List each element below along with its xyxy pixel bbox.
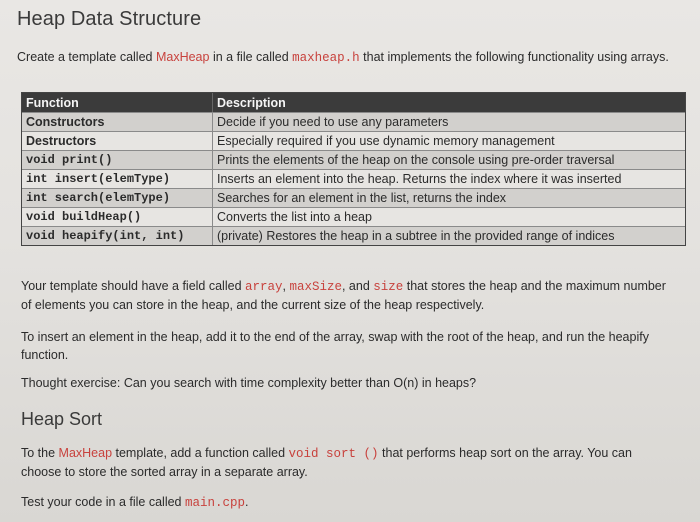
heapsort-text-1: To the	[21, 446, 59, 460]
table-row	[22, 169, 685, 188]
table-row	[22, 188, 685, 207]
insert-paragraph: To insert an element in the heap, add it to the end of the array, swap with the root of the heap, and run the heapify function.	[21, 330, 649, 362]
fields-text-1: Your template should have a field called	[21, 279, 245, 293]
intro-text-2: in a file called	[209, 50, 293, 64]
header-description: Description	[217, 95, 286, 110]
header-function: Function	[22, 93, 213, 112]
table-row	[22, 131, 685, 150]
thought-exercise-paragraph: Thought exercise: Can you search with time complexity better than O(n) in heaps?	[21, 376, 477, 390]
fields-text-3: , and	[341, 279, 374, 293]
heap-sort-heading: Heap Sort	[21, 409, 103, 429]
file-name-main-cpp: main.cpp	[184, 496, 245, 510]
table-row	[22, 207, 685, 226]
description-cell: Decide if you need to use any parameters	[217, 115, 449, 129]
intro-text-3: that implements the following functionality using arrays.	[359, 50, 669, 64]
function-cell: int search(elemType)	[22, 189, 213, 207]
function-cell: void buildHeap()	[22, 208, 213, 226]
description-cell: Converts the list into a heap	[217, 210, 372, 224]
functionality-table	[21, 92, 686, 246]
intro-paragraph	[17, 48, 677, 67]
description-cell: (private) Restores the heap in a subtree in the provided range of indices	[217, 229, 615, 243]
fields-text-2: ,	[282, 279, 290, 293]
table-row	[22, 150, 685, 169]
fields-text-4: that stores the heap and the maximum number of elements you can store in the heap, and the current size of the heap respectively.	[21, 279, 666, 312]
description-cell: Prints the elements of the heap on the console using pre-order traversal	[217, 153, 615, 167]
heapsort-text-3: that performs heap sort on the array. You can choose to store the sorted array in a separate array.	[21, 446, 632, 479]
description-cell: Especially required if you use dynamic memory management	[217, 134, 555, 148]
function-void-sort: void sort ()	[288, 447, 379, 461]
test-paragraph	[21, 493, 671, 512]
function-cell: Destructors	[22, 132, 213, 150]
function-cell: int insert(elemType)	[22, 170, 213, 188]
test-text-2: .	[245, 495, 249, 509]
table-row	[22, 112, 685, 131]
test-text-1: Test your code in a file called	[21, 495, 185, 509]
table-row	[22, 226, 685, 245]
file-name-maxheap-h: maxheap.h	[292, 51, 360, 65]
field-size: size	[373, 280, 404, 294]
function-cell: void print()	[22, 151, 213, 169]
heap-sort-paragraph	[21, 444, 671, 481]
description-cell: Searches for an element in the list, returns the index	[217, 191, 507, 205]
field-array: array	[245, 280, 283, 294]
class-name-maxheap: MaxHeap	[58, 446, 113, 460]
function-cell: Constructors	[22, 113, 213, 131]
fields-paragraph	[21, 277, 671, 314]
table-header-row	[22, 93, 685, 112]
function-cell: void heapify(int, int)	[22, 227, 213, 245]
heapsort-text-2: template, add a function called	[112, 446, 289, 460]
class-name-maxheap: MaxHeap	[155, 50, 210, 64]
intro-text-1: Create a template called	[17, 50, 156, 64]
page-title: Heap Data Structure	[17, 8, 202, 30]
description-cell: Inserts an element into the heap. Returns the index where it was inserted	[217, 172, 622, 186]
field-maxsize: maxSize	[289, 280, 342, 294]
